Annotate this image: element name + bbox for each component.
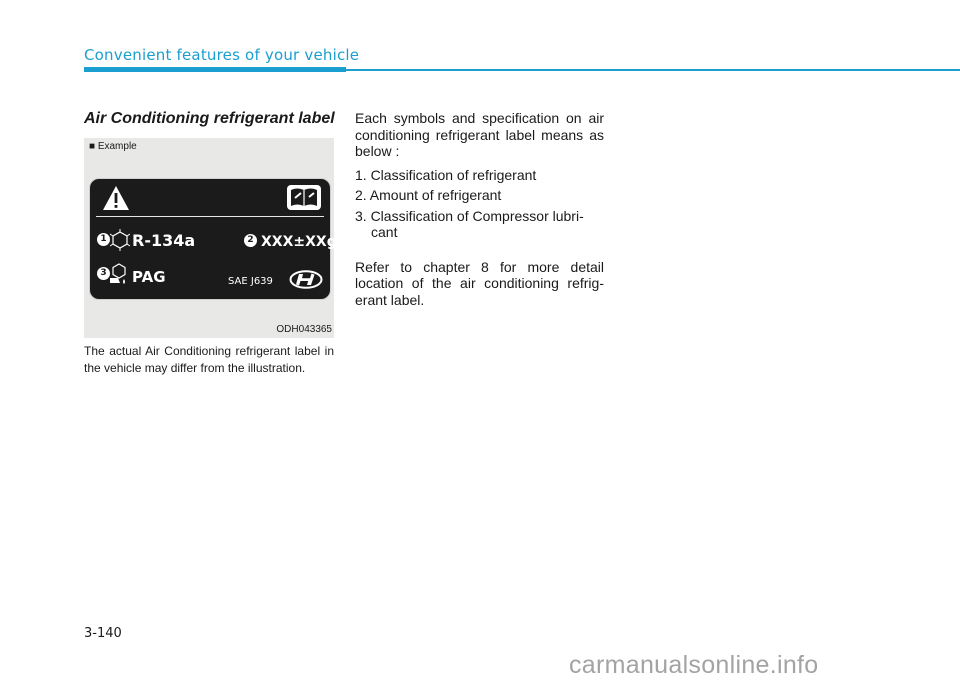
label-item-list — [355, 167, 604, 241]
service-manual-icon — [286, 184, 322, 211]
refrigerant-label-plate — [89, 178, 337, 300]
watermark: carmanualsonline.info — [569, 651, 819, 679]
section-header-title: Convenient features of your vehicle — [84, 46, 360, 64]
list-item: 1. Classification of refrigerant — [355, 166, 537, 183]
page-number: 3-140 — [84, 626, 122, 641]
refrigerant-amount: XXX±XXg — [261, 234, 337, 250]
header-accent-bar — [84, 67, 346, 72]
figure-caption: ■ Example — [89, 141, 137, 152]
refrigerant-type: R-134a — [132, 231, 196, 250]
label-divider — [96, 216, 324, 217]
list-item: 3. Classification of Compressor lubri-cant — [355, 207, 584, 241]
label-number-badge: 3 — [97, 267, 110, 280]
label-number-badge: 1 — [97, 233, 110, 246]
hyundai-logo-icon — [289, 270, 323, 289]
reference-text: Refer to chapter 8 for more detail location of the air conditioning refrig-erant label. — [355, 258, 604, 308]
header-rule — [346, 69, 960, 71]
figure-code: ODH043365 — [276, 324, 332, 335]
label-number-badge: 2 — [244, 234, 257, 247]
list-item: 2. Amount of refrigerant — [355, 187, 502, 204]
refrigerant-label-figure — [84, 138, 337, 338]
warning-triangle-icon — [102, 185, 130, 211]
compressor-oil-icon — [108, 263, 130, 285]
sae-standard: SAE J639 — [228, 276, 273, 287]
section-heading: Air Conditioning refrigerant label — [84, 110, 335, 127]
figure-note: The actual Air Conditioning refrigerant label in the vehicle may differ from the illustration. — [84, 344, 334, 375]
refrigerant-molecule-icon — [110, 229, 130, 251]
label-description — [355, 110, 604, 308]
intro-text: Each symbols and specification on air conditioning refrigerant label means as below : — [355, 110, 604, 160]
lubricant-type: PAG — [132, 268, 166, 286]
